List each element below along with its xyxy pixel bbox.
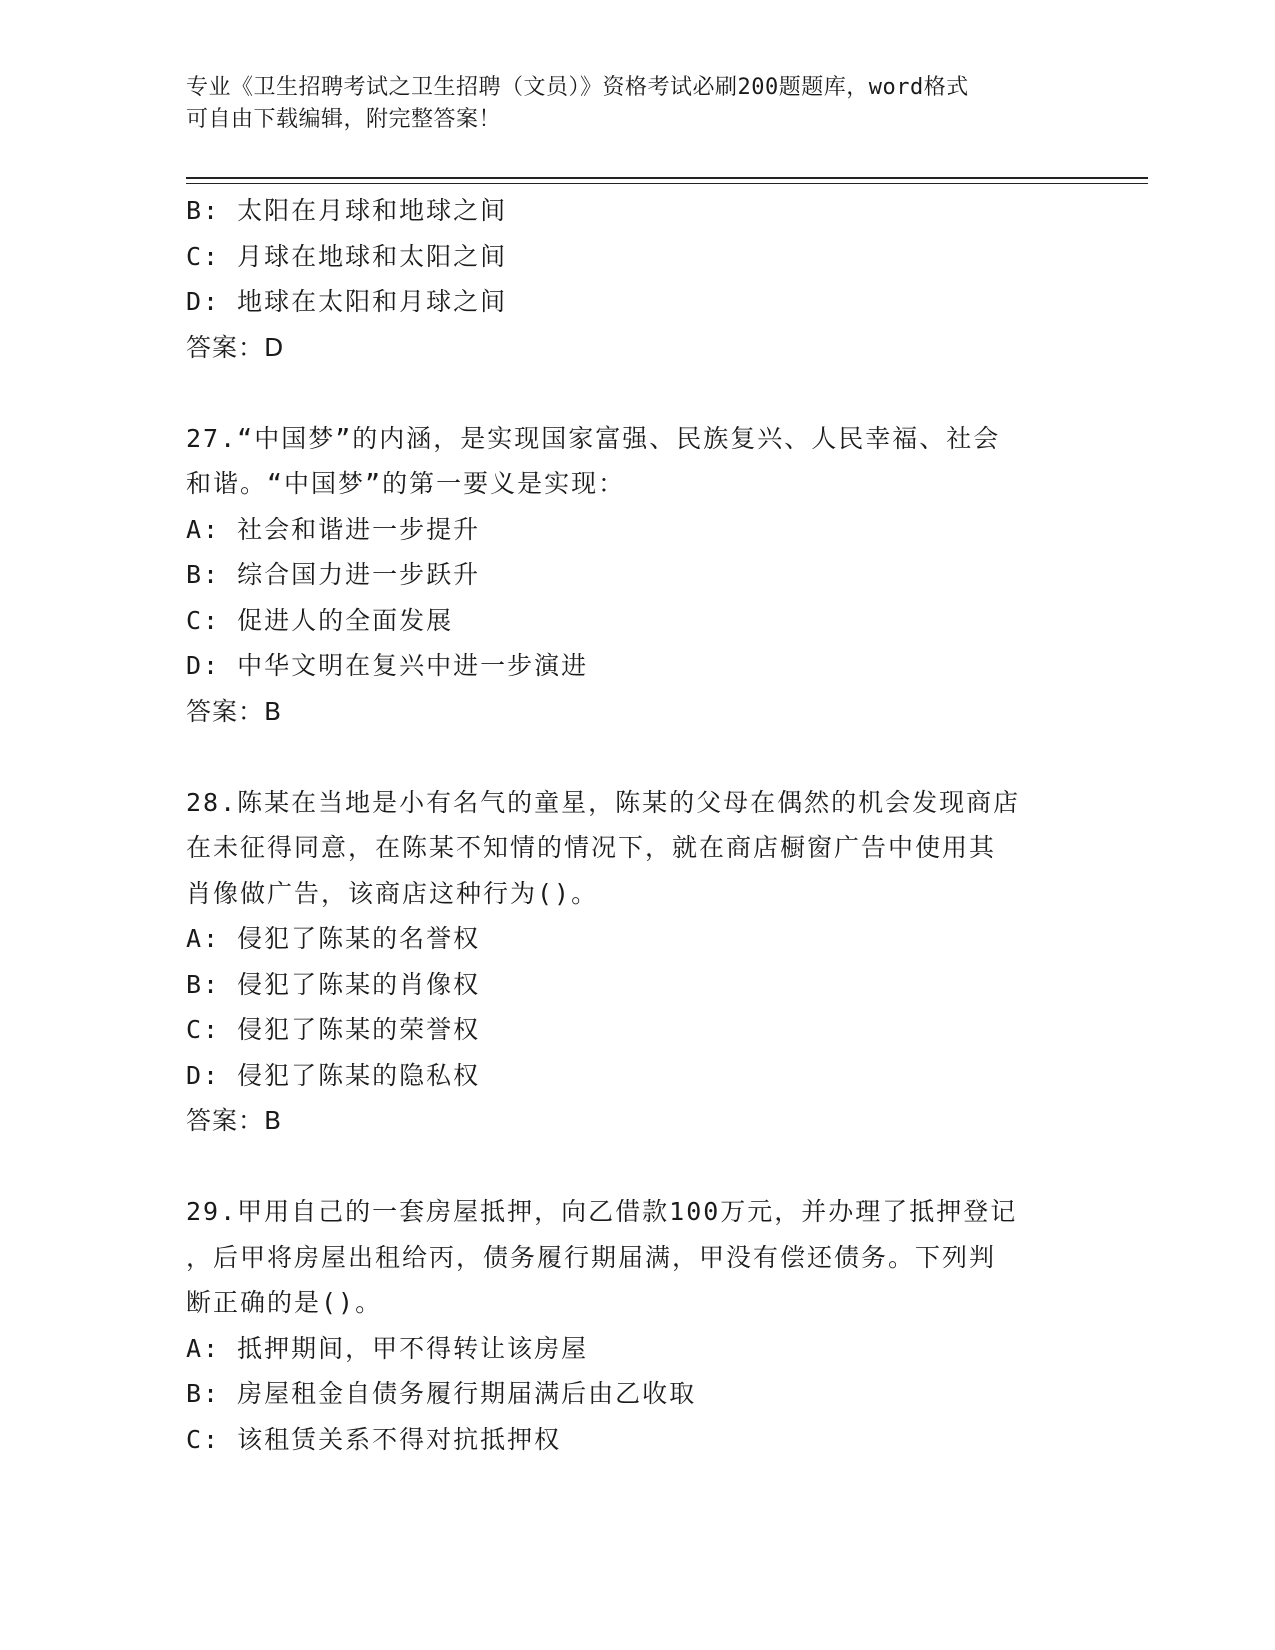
option-b: B: 房屋租金自债务履行期届满后由乙收取 [186,1379,697,1408]
option-a: A: 抵押期间，甲不得转让该房屋 [186,1333,589,1363]
option-d: D: 中华文明在复兴中进一步演进 [186,651,589,680]
question-stem-line: 28.陈某在当地是小有名气的童星，陈某的父母在偶然的机会发现商店 [186,787,1021,817]
question-stem-line: 27.“中国梦”的内涵，是实现国家富强、民族复兴、人民幸福、社会 [186,423,1001,453]
option-c: C: 侵犯了陈某的荣誉权 [186,1015,481,1044]
option-b: B: 综合国力进一步跃升 [186,560,481,589]
question-27 [186,416,1086,735]
option-b: B: 太阳在月球和地球之间 [186,196,508,225]
question-26 [186,188,1086,370]
header-line-1: 专业《卫生招聘考试之卫生招聘（文员）》资格考试必刷200题题库，word格式 [186,75,969,100]
option-d: D: 侵犯了陈某的隐私权 [186,1060,481,1090]
answer: 答案：D [186,332,285,362]
option-b: B: 侵犯了陈某的肖像权 [186,969,481,999]
question-stem-line: 29.甲用自己的一套房屋抵押，向乙借款100万元，并办理了抵押登记 [186,1197,1018,1226]
question-stem-line: 断正确的是()。 [186,1288,383,1317]
header-divider-thick [186,177,1148,179]
question-stem-line: 在未征得同意，在陈某不知情的情况下，就在商店橱窗广告中使用其 [186,833,997,862]
question-stem-line: 肖像做广告，该商店这种行为()。 [186,878,599,908]
answer: 答案：B [186,696,283,726]
question-stem-line: ，后甲将房屋出租给丙，债务履行期届满，甲没有偿还债务。下列判 [186,1242,997,1272]
option-d: D: 地球在太阳和月球之间 [186,287,508,316]
header-divider-thin [186,183,1148,184]
header-line-2: 可自由下载编辑，附完整答案！ [186,107,502,132]
option-c: C: 该租赁关系不得对抗抵押权 [186,1424,562,1454]
option-a: A: 侵犯了陈某的名誉权 [186,924,481,953]
question-stem-line: 和谐。“中国梦”的第一要义是实现： [186,469,626,498]
question-29 [186,1189,1086,1462]
option-c: C: 月球在地球和太阳之间 [186,241,508,271]
question-28 [186,780,1086,1144]
answer: 答案：B [186,1106,283,1135]
question-list [186,188,1086,1462]
option-c: C: 促进人的全面发展 [186,605,454,635]
option-a: A: 社会和谐进一步提升 [186,514,481,544]
document-header [186,72,1086,136]
